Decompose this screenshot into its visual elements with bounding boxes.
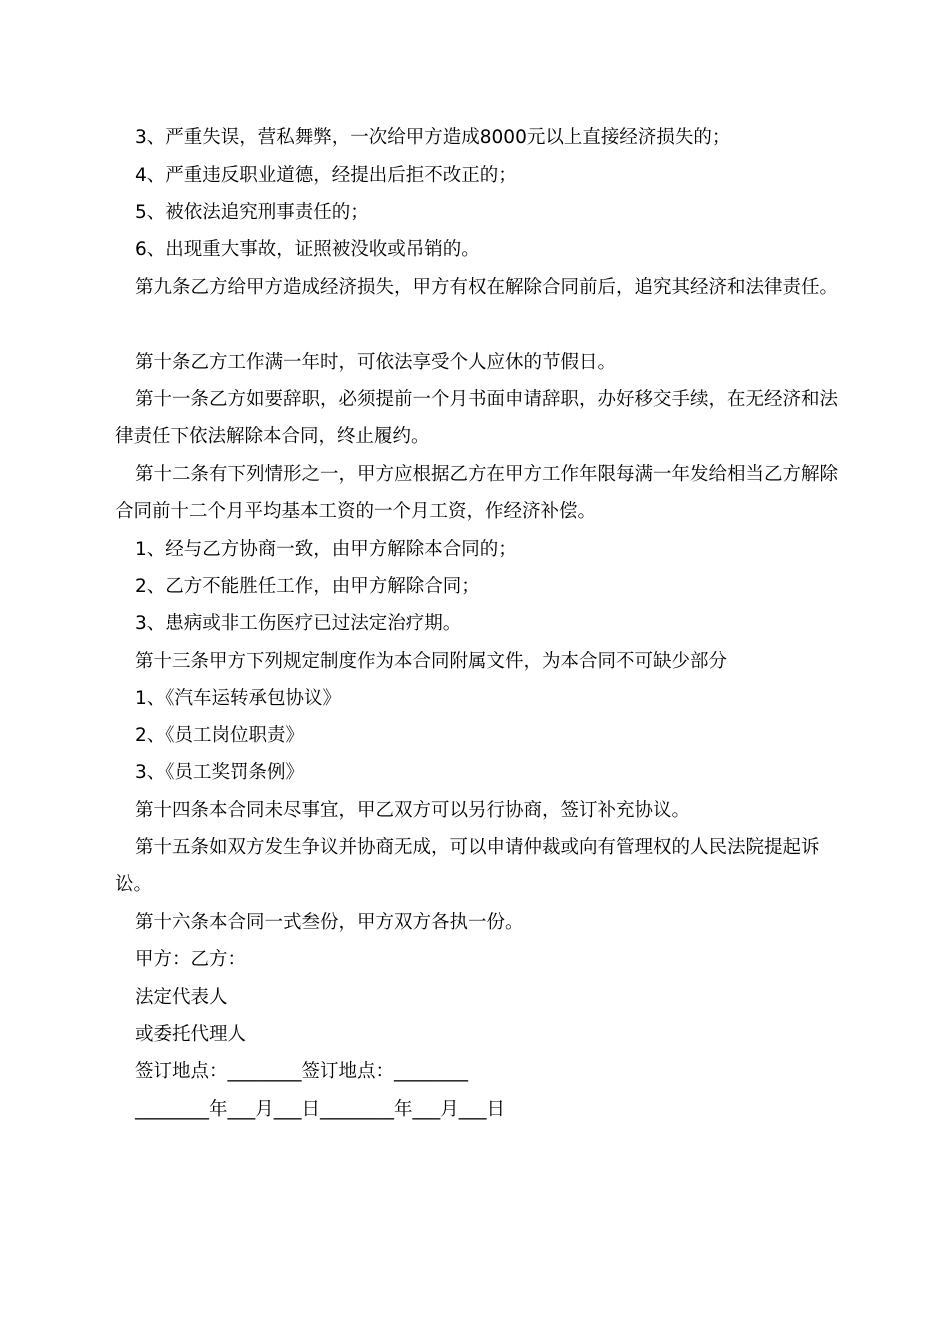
article-11: 第十一条乙方如要辞职，必须提前一个月书面申请辞职，办好移交手续，在无经济和法律责任下依法解除本合同，终止履约。 xyxy=(115,389,839,447)
article-13-item-2: 2、《员工岗位职责》 xyxy=(135,725,305,746)
clause-item-3: 3、严重失误，营私舞弊，一次给甲方造成8000元以上直接经济损失的； xyxy=(135,127,731,148)
article-16: 第十六条本合同一式叁份，甲方双方各执一份。 xyxy=(135,912,524,933)
party-labels: 甲方：乙方： xyxy=(135,949,247,970)
article-13-item-1: 1、《汽车运转承包协议》 xyxy=(135,688,342,709)
article-12-item-1: 1、经与乙方协商一致，由甲方解除本合同的； xyxy=(135,539,517,560)
signing-date-line: ________年___月___日________年___月___日 xyxy=(135,1099,506,1120)
article-9: 第九条乙方给甲方造成经济损失，甲方有权在解除合同前后，追究其经济和法律责任。 xyxy=(135,277,839,298)
article-12-item-2: 2、乙方不能胜任工作，由甲方解除合同； xyxy=(135,576,480,597)
authorized-agent-label: 或委托代理人 xyxy=(135,1024,247,1045)
clause-item-6: 6、出现重大事故，证照被没收或吊销的。 xyxy=(135,239,480,260)
article-15: 第十五条如双方发生争议并协商无成，可以申请仲裁或向有管理权的人民法院提起诉讼。 xyxy=(115,837,820,895)
signing-place-line: 签订地点：________签订地点：________ xyxy=(135,1061,469,1082)
article-10: 第十条乙方工作满一年时，可依法享受个人应休的节假日。 xyxy=(135,352,617,373)
article-13-item-3: 3、《员工奖罚条例》 xyxy=(135,762,305,783)
article-14: 第十四条本合同未尽事宜，甲乙双方可以另行协商，签订补充协议。 xyxy=(135,800,691,821)
article-13: 第十三条甲方下列规定制度作为本合同附属文件，为本合同不可缺少部分 xyxy=(135,651,728,672)
article-12: 第十二条有下列情形之一，甲方应根据乙方在甲方工作年限每满一年发给相当乙方解除合同前十二个月平均基本工资的一个月工资，作经济补偿。 xyxy=(115,464,839,522)
clause-item-4: 4、严重违反职业道德，经提出后拒不改正的； xyxy=(135,165,517,186)
clause-item-5: 5、被依法追究刑事责任的； xyxy=(135,202,369,223)
legal-representative-label: 法定代表人 xyxy=(135,987,228,1008)
article-12-item-3: 3、患病或非工伤医疗已过法定治疗期。 xyxy=(135,613,462,634)
